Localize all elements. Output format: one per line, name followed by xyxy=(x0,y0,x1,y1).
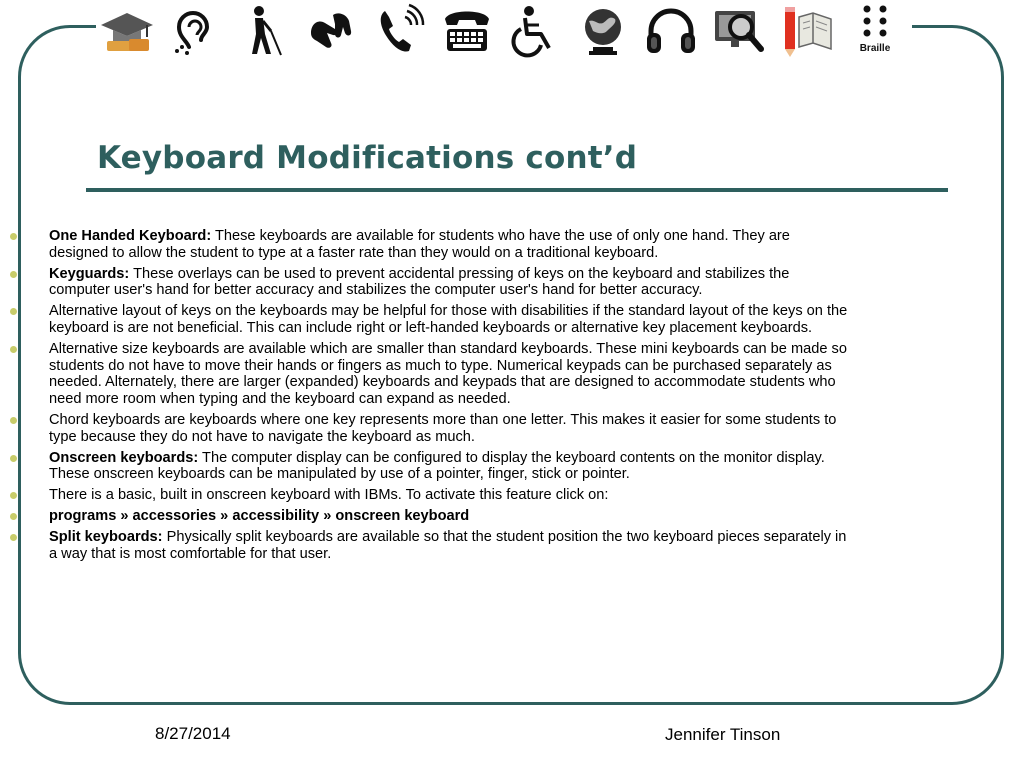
bullet-dot xyxy=(10,271,17,278)
bullet-text: The computer display can be configured to display the keyboard contents on the monitor display. These onscreen keyboards can be manipulated by use of a pointer, finger, stick or pointer. xyxy=(49,449,825,483)
bullet-lead: Onscreen keyboards: xyxy=(49,449,199,466)
list-item xyxy=(8,303,848,337)
braille-icon-label: Braille xyxy=(859,43,891,54)
globe-icon xyxy=(572,0,634,62)
list-item xyxy=(8,529,848,563)
bullet-lead: One Handed Keyboard: xyxy=(49,228,212,244)
bullet-text: Alternative layout of keys on the keyboards may be helpful for those with disabilities if the standard layout of the keys on the keyboard is are not beneficial. This can include right or left-handed keyboards or alternative key placement keyboards. xyxy=(49,303,848,336)
bullet-dot xyxy=(10,233,17,240)
footer-date: 8/27/2014 xyxy=(155,724,231,743)
bullet-dot xyxy=(10,308,17,315)
bullet-dot xyxy=(10,346,17,353)
bullet-dot xyxy=(10,417,17,424)
bullet-dot xyxy=(10,455,17,462)
bullet-text: Chord keyboards are keyboards where one key represents more than one letter. This makes it easier for some students to type because they do not have to navigate the keyboard as much. xyxy=(49,411,837,445)
list-item xyxy=(8,341,848,408)
bullet-text: These keyboards are available for students who have the use of only one hand. They are designed to allow the student to type at a faster rate than they would on a traditional keyboard. xyxy=(49,228,790,261)
blind-walking-cane-icon xyxy=(232,0,294,62)
list-item xyxy=(8,508,848,525)
list-item xyxy=(8,412,848,446)
hearing-ear-icon xyxy=(164,0,226,62)
wheelchair-icon xyxy=(504,0,566,62)
bullet-list xyxy=(8,228,848,566)
phone-volume-icon xyxy=(368,0,430,62)
list-item xyxy=(8,450,848,484)
tty-phone-icon xyxy=(436,0,498,62)
bullet-text: Alternative size keyboards are available which are smaller than standard keyboards. These mini keyboards can be made so students do not have to move their hands or fingers as much to type. Numerical keypads can be purchased separately as needed. Alternately, there are larger (expanded) keyboards and keypads that are designed to accommodate students who need more room when typing and the keyboard can expand as needed. xyxy=(49,340,847,408)
accessibility-icon-strip xyxy=(96,0,912,62)
graduation-cap-icon xyxy=(96,0,158,62)
bullet-dot xyxy=(10,534,17,541)
bullet-text: There is a basic, built in onscreen keyboard with IBMs. To activate this feature click on: xyxy=(49,487,609,504)
headphones-icon xyxy=(640,0,702,62)
bullet-dot xyxy=(10,492,17,499)
braille-icon xyxy=(844,0,906,62)
sign-language-hands-icon xyxy=(300,0,362,62)
footer-author: Jennifer Tinson xyxy=(665,725,781,744)
magnifier-monitor-icon xyxy=(708,0,770,62)
bullet-text: Physically split keyboards are available so that the student position the two keyboard pieces separately in a way that is most comfortable for that user. xyxy=(49,528,847,562)
list-item xyxy=(8,228,848,262)
bullet-text: These overlays can be used to prevent accidental pressing of keys on the keyboard and stabilizes the computer user's hand for better accuracy and stabilizes the computer user's hand for better accuracy. xyxy=(49,265,790,299)
menu-path: programs » accessories » accessibility » onscreen keyboard xyxy=(49,507,470,524)
pencil-book-icon xyxy=(776,0,838,62)
list-item xyxy=(8,266,848,300)
bullet-lead: Split keyboards: xyxy=(49,528,163,545)
bullet-lead: Keyguards: xyxy=(49,265,130,282)
slide-title: Keyboard Modifications cont’d xyxy=(97,140,638,176)
title-underline xyxy=(86,188,948,192)
bullet-dot xyxy=(10,513,17,520)
list-item xyxy=(8,487,848,504)
